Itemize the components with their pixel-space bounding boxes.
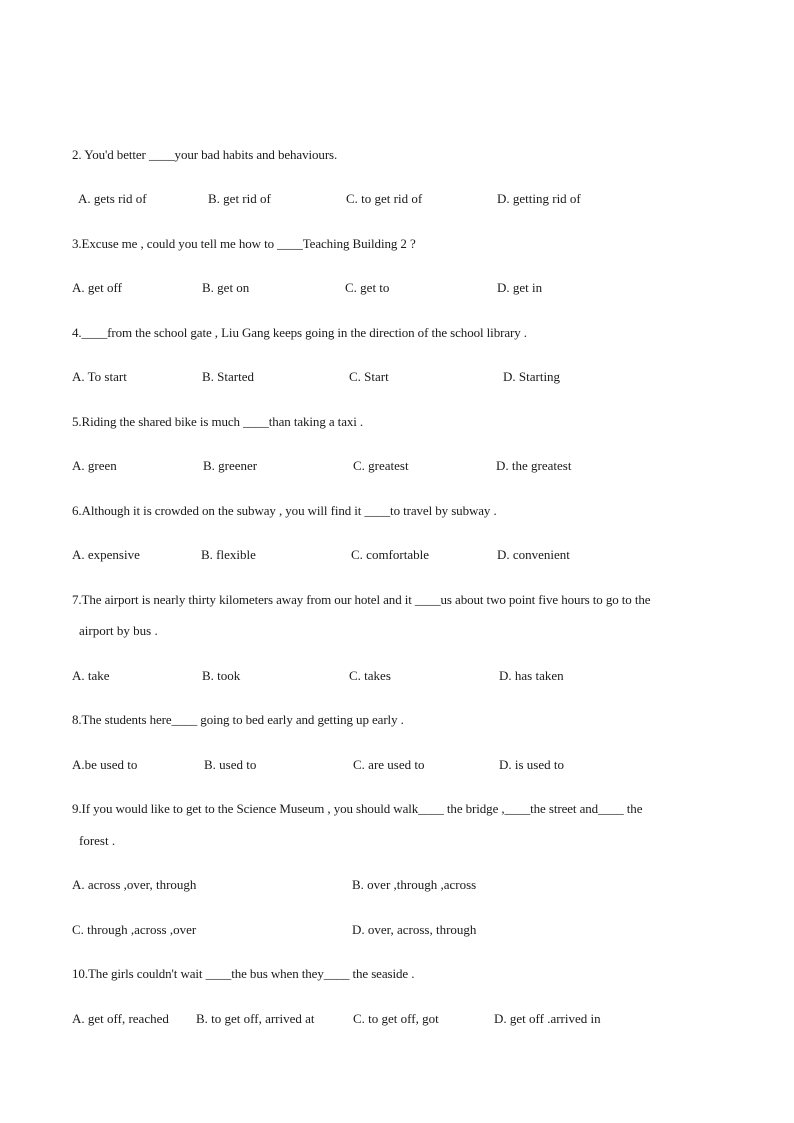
option-d: D. getting rid of [497,191,581,206]
option-b: B. get on [202,280,250,295]
option-b: B. greener [203,458,258,473]
option-a: A. across ,over, through [72,877,197,892]
option-d: D. get off .arrived in [494,1011,601,1026]
option-a: A. get off [72,280,122,295]
option-b: B. took [202,668,241,683]
option-b: B. to get off, arrived at [196,1011,315,1026]
option-d: D. convenient [497,547,570,562]
option-d: D. has taken [499,668,564,683]
question-6: 6.Although it is crowded on the subway , you will find it ____to travel by subway . [72,503,497,518]
option-a: A. get off, reached [72,1011,169,1026]
question-8: 8.The students here____ going to bed early and getting up early . [72,712,404,727]
question-5: 5.Riding the shared bike is much ____than taking a taxi . [72,414,364,429]
question-9-continued: forest . [79,833,116,848]
option-a: A. expensive [72,547,140,562]
option-b: B. get rid of [208,191,271,206]
option-c: C. to get off, got [353,1011,439,1026]
option-c: C. are used to [353,757,425,772]
option-b: B. used to [204,757,257,772]
option-d: D. the greatest [496,458,572,473]
option-c: C. get to [345,280,390,295]
option-a: A. take [72,668,110,683]
option-d: D. Starting [503,369,561,384]
option-a: A. green [72,458,117,473]
question-3: 3.Excuse me , could you tell me how to ____Teaching Building 2 ? [72,236,416,251]
question-10: 10.The girls couldn't wait ____the bus when they____ the seaside . [72,966,415,981]
question-4: 4.____from the school gate , Liu Gang keeps going in the direction of the school library . [72,325,527,340]
option-b: B. over ,through ,across [352,877,477,892]
option-b: B. flexible [201,547,256,562]
option-a: A.be used to [72,757,138,772]
question-2: 2. You'd better ____your bad habits and behaviours. [72,147,338,162]
option-c: C. comfortable [351,547,429,562]
option-d: D. over, across, through [352,922,477,937]
option-d: D. is used to [499,757,564,772]
option-c: C. Start [349,369,389,384]
option-c: C. through ,across ,over [72,922,197,937]
option-c: C. greatest [353,458,409,473]
option-b: B. Started [202,369,254,384]
option-c: C. takes [349,668,391,683]
question-9: 9.If you would like to get to the Science Museum , you should walk____ the bridge ,____the street and____ the [72,801,643,816]
option-a: A. To start [72,369,127,384]
question-7-continued: airport by bus . [79,623,158,638]
option-d: D. get in [497,280,543,295]
option-a: A. gets rid of [78,191,147,206]
question-7: 7.The airport is nearly thirty kilometers away from our hotel and it ____us about two point five hours to go to the [72,592,651,607]
option-c: C. to get rid of [346,191,423,206]
